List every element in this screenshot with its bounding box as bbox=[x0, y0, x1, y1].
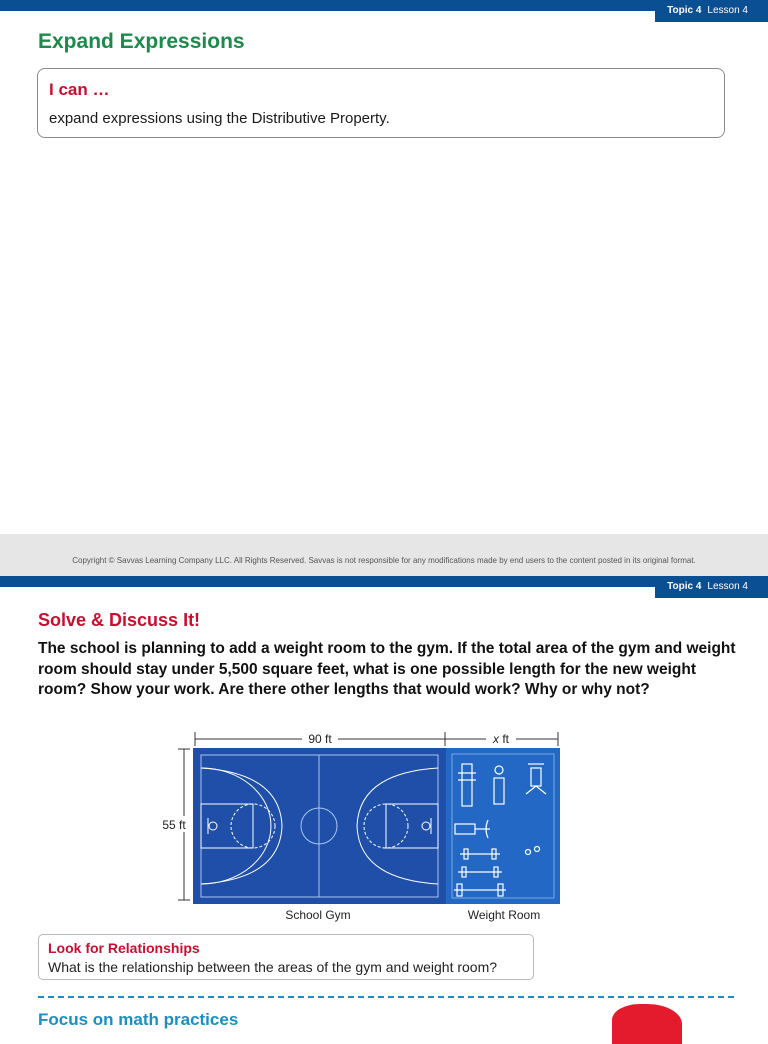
dashed-divider bbox=[38, 996, 734, 998]
i-can-text: expand expressions using the Distributive Property. bbox=[49, 110, 390, 127]
topic-lesson-tab-2 bbox=[655, 576, 768, 598]
room-length-label: x ft bbox=[492, 732, 510, 746]
gym-caption: School Gym bbox=[285, 908, 351, 922]
look-for-relationships-box bbox=[38, 934, 534, 980]
weight-room-caption: Weight Room bbox=[467, 908, 541, 922]
top-banner-2 bbox=[0, 576, 768, 587]
lesson-label: Lesson 4 bbox=[707, 5, 748, 16]
i-can-box bbox=[37, 68, 725, 138]
lesson-label-2: Lesson 4 bbox=[707, 581, 748, 592]
copyright-text: Copyright © Savvas Learning Company LLC. All Rights Reserved. Savvas is not responsible for any modifications made by end users to the content posted in its original format. bbox=[72, 556, 696, 565]
focus-heading: Focus on math practices bbox=[38, 1010, 239, 1029]
topic-label: Topic 4 bbox=[667, 5, 702, 16]
character-graphic bbox=[612, 1004, 682, 1044]
solve-discuss-heading: Solve & Discuss It! bbox=[38, 610, 201, 630]
gym-diagram bbox=[150, 728, 570, 928]
gym-length-label: 90 ft bbox=[308, 732, 332, 746]
topic-lesson-tab bbox=[655, 0, 768, 22]
topic-label-2: Topic 4 bbox=[667, 581, 702, 592]
footer bbox=[0, 534, 768, 576]
height-label: 55 ft bbox=[162, 818, 186, 832]
look-text: What is the relationship between the areas of the gym and weight room? bbox=[48, 959, 498, 975]
look-heading: Look for Relationships bbox=[48, 940, 200, 956]
top-banner bbox=[0, 0, 768, 11]
i-can-heading: I can … bbox=[49, 80, 110, 99]
lesson-title: Expand Expressions bbox=[38, 30, 245, 53]
problem-prompt: The school is planning to add a weight room to the gym. If the total area of the gym and weight room should stay under 5,500 square feet, what is one possible length for the new weight room? Show your work. Are there other lengths that would work? Why or why not? bbox=[38, 640, 736, 698]
